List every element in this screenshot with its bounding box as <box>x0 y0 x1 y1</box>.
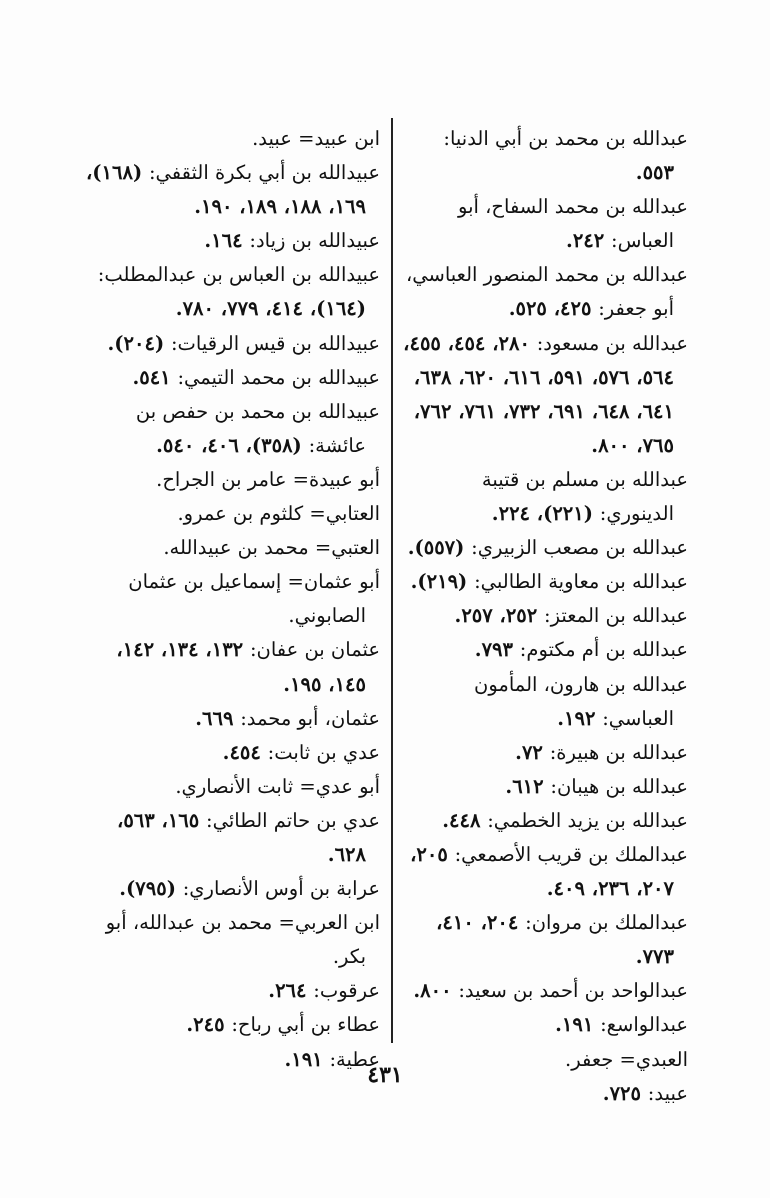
entry-page-refs: ٢٥٢، ٢٥٧. <box>454 604 545 628</box>
entry-name: عبدالواحد بن أحمد بن سعيد: <box>458 979 688 1003</box>
index-entry <box>84 770 380 804</box>
page-number: ٤٣١ <box>367 1062 403 1088</box>
index-entry <box>84 633 380 701</box>
entry-page-refs: ٢٠٥، ٢٠٧، ٢٣٦، ٤٠٩. <box>410 842 674 901</box>
entry-page-refs: (٢١٩). <box>410 570 475 594</box>
entry-page-refs: ٧٢٥. <box>602 1081 648 1105</box>
index-entry <box>84 361 380 395</box>
entry-page-refs: ١٣٢، ١٣٤، ١٤٢، ١٤٥، ١٩٥. <box>116 638 366 696</box>
entry-page-refs: ١٩١. <box>284 1047 330 1071</box>
entry-name: أبو عثمان= إسماعيل بن عثمان الصابوني. <box>128 570 380 628</box>
index-entry <box>402 531 688 565</box>
entry-name: ابن عبيد= عبيد. <box>252 127 380 150</box>
entry-page-refs: ٤٥٤. <box>222 740 268 764</box>
entry-page-refs: ٦١٢. <box>505 774 551 798</box>
entry-page-refs: ٦٦٩. <box>195 706 241 730</box>
entry-name: عبدالله بن هارون، المأمون العباسي: <box>474 672 688 730</box>
entry-page-refs: ٢٤٥. <box>186 1013 232 1037</box>
entry-name: عبدالملك بن مروان: <box>525 911 688 935</box>
index-entry <box>84 1008 380 1042</box>
index-entry <box>84 224 380 258</box>
index-entry <box>84 906 380 974</box>
index-entry <box>84 804 380 872</box>
index-entry <box>84 463 380 497</box>
entry-page-refs: ٤٤٨. <box>442 808 488 832</box>
entry-page-refs: (١٦٨)، ١٦٩، ١٨٨، ١٨٩، ١٩٠. <box>85 161 366 219</box>
entry-page-refs: ٢٠٤، ٤١٠، ٧٧٣. <box>436 911 674 969</box>
entry-name: عثمان، أبو محمد: <box>240 706 380 730</box>
entry-name: عرابة بن أوس الأنصاري: <box>182 877 380 901</box>
entry-page-refs: ٥٥٣. <box>635 161 674 185</box>
entry-name: عبدالله بن محمد بن أبي الدنيا: <box>443 127 688 150</box>
index-entry <box>84 531 380 565</box>
entry-page-refs: (٢٢١)، ٢٢٤. <box>491 502 600 526</box>
index-entry <box>84 122 380 156</box>
index-entry <box>402 599 688 633</box>
index-entry <box>402 838 688 906</box>
index-entry <box>402 668 688 736</box>
entry-page-refs: (٥٥٧). <box>407 536 472 560</box>
entry-name: عبدالله بن مصعب الزبيري: <box>471 536 688 560</box>
index-entry <box>402 190 688 258</box>
index-entry <box>402 736 688 770</box>
index-entry <box>84 974 380 1008</box>
entry-page-refs: (٣٥٨)، ٤٠٦، ٥٤٠. <box>156 433 309 457</box>
index-entry <box>402 804 688 838</box>
entry-name: عثمان بن عفان: <box>249 638 380 662</box>
entry-name: عطية: <box>329 1047 380 1071</box>
entry-name: عبدالله بن المعتز: <box>544 604 688 628</box>
entry-page-refs: ٢٤٢. <box>566 229 612 253</box>
entry-name: عرقوب: <box>313 979 380 1003</box>
index-entry <box>84 565 380 633</box>
entry-name: عبدالواسع: <box>600 1013 688 1037</box>
entry-name: العتبي= محمد بن عبيدالله. <box>163 536 380 560</box>
index-entry <box>402 258 688 326</box>
entry-name: عبدالله بن يزيد الخطمي: <box>487 808 688 832</box>
entry-page-refs: ١٩٢. <box>557 706 603 730</box>
index-entry <box>84 736 380 770</box>
entry-name: عبدالله بن هيبان: <box>550 774 688 798</box>
entry-page-refs: ٨٠٠. <box>413 979 459 1003</box>
entry-name: عبيدالله بن قيس الرقيات: <box>170 331 380 355</box>
entry-name: أبو عبيدة= عامر بن الجراح. <box>156 467 380 491</box>
column-divider <box>391 118 393 1043</box>
index-entry <box>84 872 380 906</box>
entry-page-refs: (٢٠٤). <box>107 331 171 355</box>
entry-page-refs: ٤٢٥، ٥٢٥. <box>508 297 599 321</box>
entry-name: عبدالله بن أم مكتوم: <box>519 638 688 662</box>
index-entry <box>402 633 688 667</box>
entry-page-refs: ١٩١. <box>555 1013 601 1037</box>
entry-name: عبدالله بن مسعود: <box>536 331 688 355</box>
entry-name: ابن العربي= محمد بن عبدالله، أبو بكر. <box>105 911 380 969</box>
entry-page-refs: ١٦٤. <box>204 229 250 253</box>
entry-page-refs: ٧٢. <box>515 740 550 764</box>
entry-name: عبيدالله بن محمد بن حفص بن عائشة: <box>135 399 380 457</box>
entry-name: عدي بن ثابت: <box>267 740 380 764</box>
entry-name: عبدالله بن محمد المنصور العباسي، أبو جعفر: <box>405 263 688 321</box>
index-entry <box>402 770 688 804</box>
index-entry <box>402 906 688 974</box>
index-entry <box>402 974 688 1008</box>
index-entry <box>402 565 688 599</box>
entry-name: عبيد: <box>647 1081 688 1105</box>
entry-page-refs: ٧٩٣. <box>474 638 520 662</box>
entry-name: عبيدالله بن محمد التيمي: <box>177 365 380 389</box>
entry-name: عبدالملك بن قريب الأصمعي: <box>454 842 688 866</box>
index-entry <box>402 463 688 531</box>
index-entry <box>84 702 380 736</box>
entry-page-refs: ٢٦٤. <box>268 979 314 1003</box>
index-entry <box>402 327 688 463</box>
entry-name: عبيدالله بن العباس بن عبدالمطلب: <box>97 263 380 287</box>
entry-page-refs: (١٦٤)، ٤١٤، ٧٧٩، ٧٨٠. <box>175 297 366 321</box>
entry-name: أبو عدي= ثابت الأنصاري. <box>175 774 380 798</box>
index-entry <box>84 258 380 326</box>
entry-page-refs: ٥٤١. <box>132 365 178 389</box>
entry-name: عدي بن حاتم الطائي: <box>206 808 380 832</box>
entry-page-refs: ١٦٥، ٥٦٣، ٦٢٨. <box>117 808 366 866</box>
entry-name: عبيدالله بن زياد: <box>249 229 380 253</box>
index-entry <box>84 327 380 361</box>
entry-name: عطاء بن أبي رباح: <box>231 1013 380 1037</box>
entry-page-refs: ٢٨٠، ٤٥٤، ٤٥٥، ٥٦٤، ٥٧٦، ٥٩١، ٦١٦، ٦٢٠، ٦٣٨، ٦٤١، ٦٤٨، ٦٩١، ٧٣٢، ٧٦١، ٧٦٢، ٧٦٥، ٨٠٠. <box>403 331 674 457</box>
entry-name: العتابي= كلثوم بن عمرو. <box>177 502 380 526</box>
index-column-left <box>84 122 380 1077</box>
index-entry <box>402 122 688 190</box>
entry-name: عبدالله بن محمد السفاح، أبو العباس: <box>458 195 688 253</box>
entry-name: عبدالله بن مسلم بن قتيبة الدينوري: <box>481 467 688 526</box>
entry-page-refs: (٧٩٥). <box>119 877 183 901</box>
entry-name: العبدي= جعفر. <box>565 1047 688 1071</box>
index-column-right <box>402 122 688 1111</box>
entry-name: عبيدالله بن أبي بكرة الثقفي: <box>148 161 380 185</box>
index-entry <box>402 1008 688 1042</box>
entry-name: عبدالله بن معاوية الطالبي: <box>474 570 688 594</box>
index-entry <box>84 497 380 531</box>
index-entry <box>84 395 380 463</box>
index-entry <box>84 156 380 224</box>
entry-name: عبدالله بن هبيرة: <box>549 740 688 764</box>
